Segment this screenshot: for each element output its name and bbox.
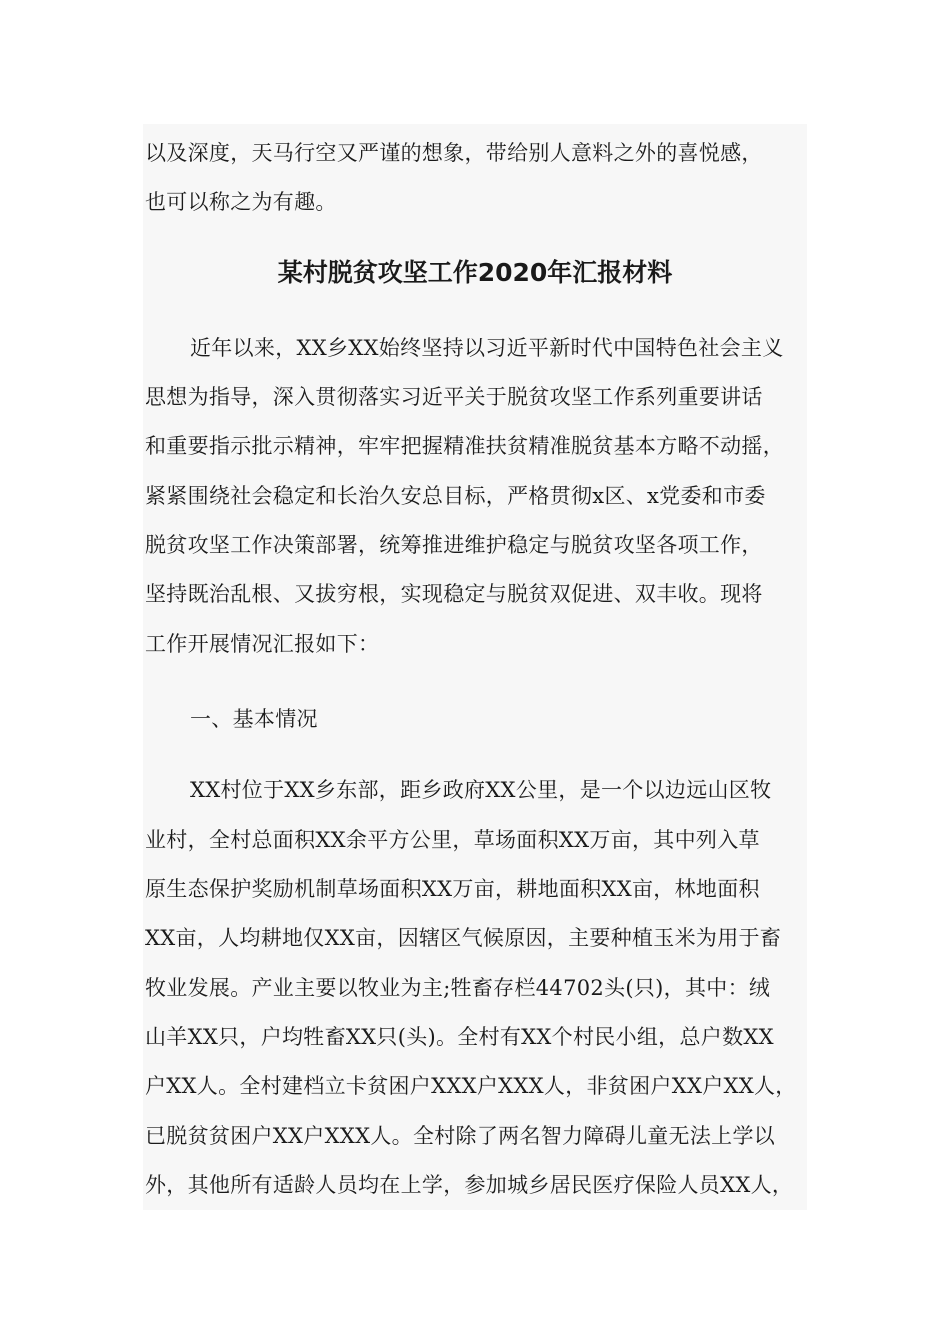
section-heading: 一、基本情况: [190, 707, 318, 731]
paragraph-line: XX村位于XX乡东部，距乡政府XX公里，是一个以边远山区牧: [190, 778, 772, 802]
intro-line: 也可以称之为有趣。: [145, 190, 337, 214]
paragraph-line: 牧业发展。产业主要以牧业为主;牲畜存栏44702头(只)，其中：绒: [145, 976, 771, 1000]
paragraph-line: 山羊XX只，户均牲畜XX只(头)。全村有XX个村民小组，总户数XX: [145, 1025, 774, 1049]
paragraph-line: XX亩，人均耕地仅XX亩，因辖区气候原因，主要种植玉米为用于畜: [145, 926, 782, 950]
paragraph-line: 原生态保护奖励机制草场面积XX万亩，耕地面积XX亩，林地面积: [145, 877, 760, 901]
paragraph-line: 近年以来，XX乡XX始终坚持以习近平新时代中国特色社会主义: [190, 336, 784, 360]
paragraph-line: 已脱贫贫困户XX户XXX人。全村除了两名智力障碍儿童无法上学以: [145, 1124, 776, 1148]
paragraph-line: 脱贫攻坚工作决策部署，统筹推进维护稳定与脱贫攻坚各项工作，: [145, 533, 763, 557]
intro-line: 以及深度，天马行空又严谨的想象，带给别人意料之外的喜悦感，: [145, 141, 763, 165]
paragraph-line: 紧紧围绕社会稳定和长治久安总目标，严格贯彻x区、x党委和市委: [145, 484, 766, 508]
paragraph-line: 思想为指导，深入贯彻落实习近平关于脱贫攻坚工作系列重要讲话: [145, 385, 763, 409]
paragraph-line: 外，其他所有适龄人员均在上学，参加城乡居民医疗保险人员XX人，: [145, 1173, 794, 1197]
paragraph-line: 和重要指示批示精神，牢牢把握精准扶贫精准脱贫基本方略不动摇，: [145, 434, 784, 458]
paragraph-line: 工作开展情况汇报如下：: [145, 632, 380, 656]
paragraph-line: 业村，全村总面积XX余平方公里，草场面积XX万亩，其中列入草: [145, 828, 760, 852]
document-title: 某村脱贫攻坚工作2020年汇报材料: [277, 258, 673, 287]
paragraph-line: 户XX人。全村建档立卡贫困户XXX户XXX人，非贫困户XX户XX人，: [145, 1074, 797, 1098]
paragraph-line: 坚持既治乱根、又拔穷根，实现稳定与脱贫双促进、双丰收。现将: [145, 582, 763, 606]
